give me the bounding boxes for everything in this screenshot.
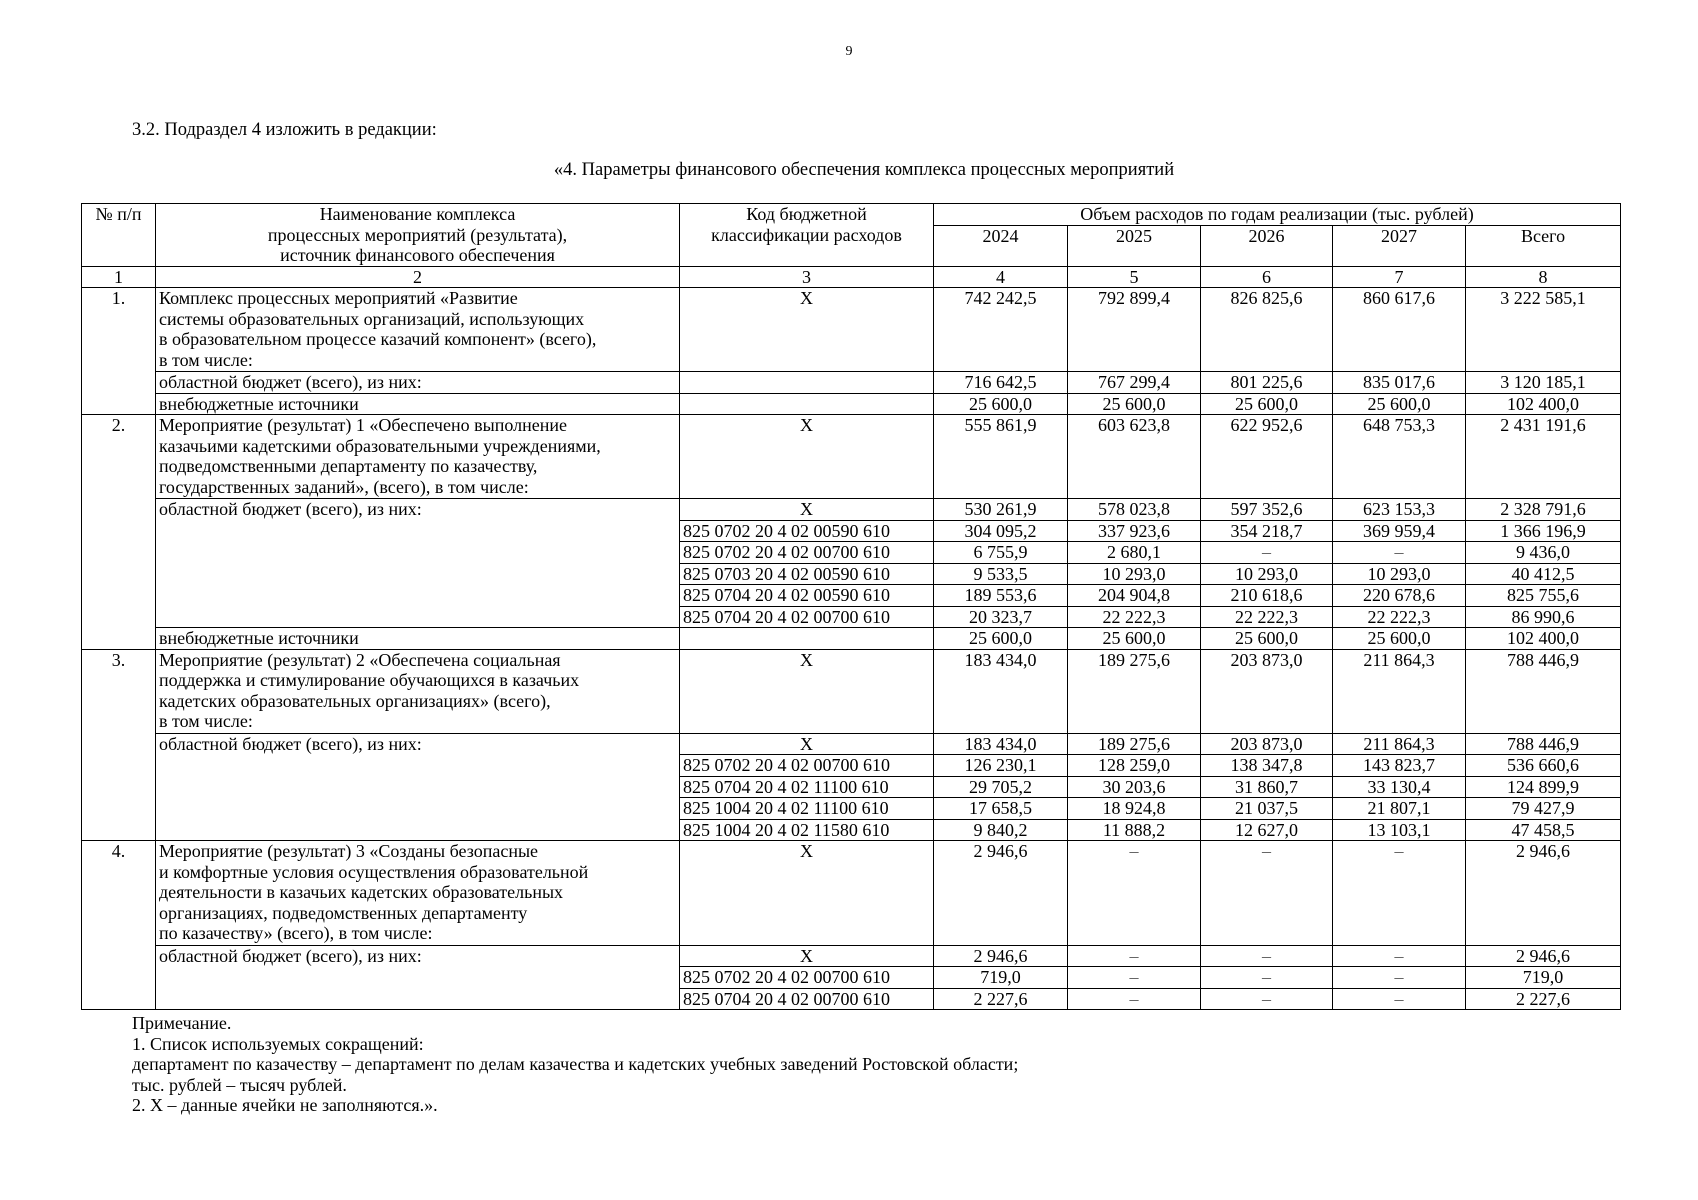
budget-code: 825 0704 20 4 02 11100 610 <box>680 776 934 798</box>
section-title-line: по казачеству» (всего), в том числе: <box>159 923 433 943</box>
value-2024: 530 261,9 <box>934 499 1068 521</box>
value-2027: 10 293,0 <box>1333 563 1466 585</box>
value-2025: – <box>1068 967 1201 989</box>
column-number: 5 <box>1068 266 1201 288</box>
value-total: 3 222 585,1 <box>1466 288 1621 372</box>
value-total: 2 946,6 <box>1466 945 1621 967</box>
value-2025: 2 680,1 <box>1068 542 1201 564</box>
header-code-line: Код бюджетной <box>746 204 867 224</box>
section-title <box>156 415 680 499</box>
section-title-line: деятельности в казачьих кадетских образовательных <box>159 882 564 902</box>
value-2026: – <box>1201 841 1333 946</box>
section-row <box>82 649 1621 733</box>
budget-code: X <box>680 499 934 521</box>
value-2026: 12 627,0 <box>1201 819 1333 841</box>
value-2027: 25 600,0 <box>1333 393 1466 415</box>
header-code-line: классификации расходов <box>711 224 902 245</box>
value-2025: 578 023,8 <box>1068 499 1201 521</box>
row-number: 1. <box>82 288 156 415</box>
funding-source-label: внебюджетные источники <box>156 393 680 415</box>
value-2024: 183 434,0 <box>934 733 1068 755</box>
value-total: 788 446,9 <box>1466 733 1621 755</box>
value-2026: – <box>1201 967 1333 989</box>
value-2025: 337 923,6 <box>1068 520 1201 542</box>
value-2024: 9 840,2 <box>934 819 1068 841</box>
value-2025: – <box>1068 988 1201 1010</box>
value-total: 825 755,6 <box>1466 585 1621 607</box>
value-2024: 20 323,7 <box>934 606 1068 628</box>
value-2025: 128 259,0 <box>1068 755 1201 777</box>
value-total: 86 990,6 <box>1466 606 1621 628</box>
value-2027: – <box>1333 967 1466 989</box>
value-2025: 767 299,4 <box>1068 372 1201 394</box>
value-2024: 6 755,9 <box>934 542 1068 564</box>
value-2024: 183 434,0 <box>934 649 1068 733</box>
page-number: 9 <box>845 44 853 59</box>
value-total: 2 431 191,6 <box>1466 415 1621 499</box>
column-number: 3 <box>680 266 934 288</box>
value-2027: 220 678,6 <box>1333 585 1466 607</box>
header-total: Всего <box>1466 225 1621 266</box>
section-title <box>156 288 680 372</box>
value-total: 102 400,0 <box>1466 628 1621 650</box>
header-year-2026: 2026 <box>1201 225 1333 266</box>
value-2027: – <box>1333 542 1466 564</box>
header-volume: Объем расходов по годам реализации (тыс. рублей) <box>934 204 1621 226</box>
value-total: 2 946,6 <box>1466 841 1621 946</box>
value-2024: 25 600,0 <box>934 393 1068 415</box>
section-title-line: поддержка и стимулирование обучающихся в казачьих <box>159 670 580 690</box>
note-line: 1. Список используемых сокращений: <box>132 1033 424 1054</box>
value-2026: 801 225,6 <box>1201 372 1333 394</box>
value-2026: 210 618,6 <box>1201 585 1333 607</box>
budget-code: 825 0704 20 4 02 00700 610 <box>680 988 934 1010</box>
column-number-row <box>82 266 1621 288</box>
value-2025: 11 888,2 <box>1068 819 1201 841</box>
value-2026: – <box>1201 988 1333 1010</box>
value-2026: – <box>1201 945 1333 967</box>
section-title-line: Комплекс процессных мероприятий «Развитие <box>159 288 518 308</box>
notes <box>132 1013 1018 1116</box>
financing-table <box>81 203 1621 1010</box>
regional-budget-row <box>82 945 1621 967</box>
column-number: 6 <box>1201 266 1333 288</box>
value-2024: 716 642,5 <box>934 372 1068 394</box>
value-2025: 25 600,0 <box>1068 628 1201 650</box>
value-2025: – <box>1068 841 1201 946</box>
value-2027: 25 600,0 <box>1333 628 1466 650</box>
section-title-line: Мероприятие (результат) 1 «Обеспечено выполнение <box>159 415 567 435</box>
value-2024: 189 553,6 <box>934 585 1068 607</box>
value-2024: 17 658,5 <box>934 798 1068 820</box>
section-title-line: подведомственными департаменту по казачеству, <box>159 456 538 476</box>
budget-code: 825 1004 20 4 02 11580 610 <box>680 819 934 841</box>
value-total: 102 400,0 <box>1466 393 1621 415</box>
section-title-line: системы образовательных организаций, использующих <box>159 308 585 329</box>
value-2027: 648 753,3 <box>1333 415 1466 499</box>
extra-budget-row <box>82 393 1621 415</box>
row-number: 4. <box>82 841 156 1010</box>
value-2027: 623 153,3 <box>1333 499 1466 521</box>
header-year-2027: 2027 <box>1333 225 1466 266</box>
note-line: департамент по казачеству – департамент по делам казачества и кадетских учебных заведений Ростовской области; <box>132 1054 1019 1074</box>
value-2024: 719,0 <box>934 967 1068 989</box>
value-2026: 25 600,0 <box>1201 393 1333 415</box>
regional-budget-row <box>82 733 1621 755</box>
value-2026: 31 860,7 <box>1201 776 1333 798</box>
value-2024: 742 242,5 <box>934 288 1068 372</box>
section-title-line: Мероприятие (результат) 3 «Созданы безопасные <box>159 841 539 861</box>
budget-code: 825 0704 20 4 02 00590 610 <box>680 585 934 607</box>
section-title-line: кадетских образовательных организациях» (всего), <box>159 690 551 711</box>
value-total: 788 446,9 <box>1466 649 1621 733</box>
value-2025: 18 924,8 <box>1068 798 1201 820</box>
value-2027: 860 617,6 <box>1333 288 1466 372</box>
value-2026: 354 218,7 <box>1201 520 1333 542</box>
value-2027: 21 807,1 <box>1333 798 1466 820</box>
section-title-line: Мероприятие (результат) 2 «Обеспечена социальная <box>159 649 561 670</box>
value-2027: – <box>1333 988 1466 1010</box>
value-2027: 211 864,3 <box>1333 649 1466 733</box>
budget-code: 825 0702 20 4 02 00700 610 <box>680 967 934 989</box>
section-title-line: в том числе: <box>159 711 253 731</box>
header-year-2025: 2025 <box>1068 225 1201 266</box>
value-total: 2 328 791,6 <box>1466 499 1621 521</box>
intro-text: 3.2. Подраздел 4 изложить в редакции: <box>132 120 437 140</box>
value-2025: 792 899,4 <box>1068 288 1201 372</box>
column-number: 4 <box>934 266 1068 288</box>
header-name-line: источник финансового обеспечения <box>280 245 555 265</box>
value-2025: 22 222,3 <box>1068 606 1201 628</box>
column-number: 2 <box>156 266 680 288</box>
value-2025: – <box>1068 945 1201 967</box>
regional-budget-row <box>82 372 1621 394</box>
value-2027: 33 130,4 <box>1333 776 1466 798</box>
table-title: «4. Параметры финансового обеспечения комплекса процессных мероприятий <box>553 160 1175 180</box>
section-title-line: государственных заданий», (всего), в том числе: <box>159 476 529 497</box>
value-2026: 203 873,0 <box>1201 733 1333 755</box>
value-total: 47 458,5 <box>1466 819 1621 841</box>
section-row <box>82 415 1621 499</box>
value-2025: 204 904,8 <box>1068 585 1201 607</box>
budget-code: X <box>680 945 934 967</box>
section-title <box>156 649 680 733</box>
header-row-1 <box>82 204 1621 226</box>
header-num: № п/п <box>82 204 156 267</box>
value-total: 719,0 <box>1466 967 1621 989</box>
value-2024: 555 861,9 <box>934 415 1068 499</box>
value-2026: 22 222,3 <box>1201 606 1333 628</box>
column-number: 7 <box>1333 266 1466 288</box>
row-number: 3. <box>82 649 156 841</box>
section-row <box>82 288 1621 372</box>
budget-code: 825 0703 20 4 02 00590 610 <box>680 563 934 585</box>
value-2027: 835 017,6 <box>1333 372 1466 394</box>
value-2027: – <box>1333 945 1466 967</box>
budget-code: X <box>680 288 934 372</box>
value-2025: 10 293,0 <box>1068 563 1201 585</box>
budget-code: X <box>680 733 934 755</box>
value-2026: 138 347,8 <box>1201 755 1333 777</box>
note-line: тыс. рублей – тысяч рублей. <box>132 1074 347 1095</box>
value-2025: 603 623,8 <box>1068 415 1201 499</box>
value-2027: 211 864,3 <box>1333 733 1466 755</box>
budget-code: 825 0702 20 4 02 00700 610 <box>680 542 934 564</box>
budget-code: 825 1004 20 4 02 11100 610 <box>680 798 934 820</box>
row-number: 2. <box>82 415 156 650</box>
section-title-line: организациях, подведомственных департаменту <box>159 902 528 923</box>
funding-source-label: областной бюджет (всего), из них: <box>156 372 680 394</box>
regional-budget-row <box>82 499 1621 521</box>
funding-source-label: областной бюджет (всего), из них: <box>156 945 680 1010</box>
value-2027: 369 959,4 <box>1333 520 1466 542</box>
funding-source-label: областной бюджет (всего), из них: <box>156 733 680 841</box>
value-2026: 203 873,0 <box>1201 649 1333 733</box>
section-title-line: и комфортные условия осуществления образовательной <box>159 861 589 882</box>
value-2026: 21 037,5 <box>1201 798 1333 820</box>
value-2027: 22 222,3 <box>1333 606 1466 628</box>
value-total: 3 120 185,1 <box>1466 372 1621 394</box>
column-number: 1 <box>82 266 156 288</box>
budget-code: 825 0702 20 4 02 00700 610 <box>680 755 934 777</box>
budget-code <box>680 628 934 650</box>
value-2025: 25 600,0 <box>1068 393 1201 415</box>
value-2026: 622 952,6 <box>1201 415 1333 499</box>
value-2024: 2 227,6 <box>934 988 1068 1010</box>
extra-budget-row <box>82 628 1621 650</box>
value-2026: 826 825,6 <box>1201 288 1333 372</box>
section-title-line: в образовательном процессе казачий компонент» (всего), <box>159 329 597 349</box>
value-total: 2 227,6 <box>1466 988 1621 1010</box>
funding-source-label: внебюджетные источники <box>156 628 680 650</box>
header-name-line: процессных мероприятий (результата), <box>267 224 568 245</box>
header-name <box>156 204 680 267</box>
value-2024: 9 533,5 <box>934 563 1068 585</box>
section-row <box>82 841 1621 946</box>
section-title-line: казачьими кадетскими образовательными учреждениями, <box>159 435 601 456</box>
budget-code: 825 0702 20 4 02 00590 610 <box>680 520 934 542</box>
budget-code: X <box>680 841 934 946</box>
value-2024: 2 946,6 <box>934 945 1068 967</box>
value-2026: 597 352,6 <box>1201 499 1333 521</box>
note-line: 2. X – данные ячейки не заполняются.». <box>132 1095 438 1115</box>
value-2027: 13 103,1 <box>1333 819 1466 841</box>
value-2025: 30 203,6 <box>1068 776 1201 798</box>
value-total: 40 412,5 <box>1466 563 1621 585</box>
note-line: Примечание. <box>132 1013 232 1033</box>
value-2026: 10 293,0 <box>1201 563 1333 585</box>
budget-code <box>680 393 934 415</box>
value-2027: 143 823,7 <box>1333 755 1466 777</box>
section-title-line: в том числе: <box>159 349 253 370</box>
value-total: 124 899,9 <box>1466 776 1621 798</box>
value-total: 1 366 196,9 <box>1466 520 1621 542</box>
value-2024: 304 095,2 <box>934 520 1068 542</box>
value-2024: 126 230,1 <box>934 755 1068 777</box>
budget-code <box>680 372 934 394</box>
value-2024: 25 600,0 <box>934 628 1068 650</box>
header-year-2024: 2024 <box>934 225 1068 266</box>
funding-source-label: областной бюджет (всего), из них: <box>156 499 680 628</box>
value-2027: – <box>1333 841 1466 946</box>
table-body <box>82 266 1621 1010</box>
value-2025: 189 275,6 <box>1068 733 1201 755</box>
header-name-line: Наименование комплекса <box>319 204 516 224</box>
value-2025: 189 275,6 <box>1068 649 1201 733</box>
budget-code: 825 0704 20 4 02 00700 610 <box>680 606 934 628</box>
budget-code: X <box>680 649 934 733</box>
value-2024: 29 705,2 <box>934 776 1068 798</box>
value-2026: – <box>1201 542 1333 564</box>
section-title <box>156 841 680 946</box>
value-total: 536 660,6 <box>1466 755 1621 777</box>
value-total: 9 436,0 <box>1466 542 1621 564</box>
budget-code: X <box>680 415 934 499</box>
column-number: 8 <box>1466 266 1621 288</box>
value-total: 79 427,9 <box>1466 798 1621 820</box>
value-2026: 25 600,0 <box>1201 628 1333 650</box>
value-2024: 2 946,6 <box>934 841 1068 946</box>
header-code <box>680 204 934 267</box>
